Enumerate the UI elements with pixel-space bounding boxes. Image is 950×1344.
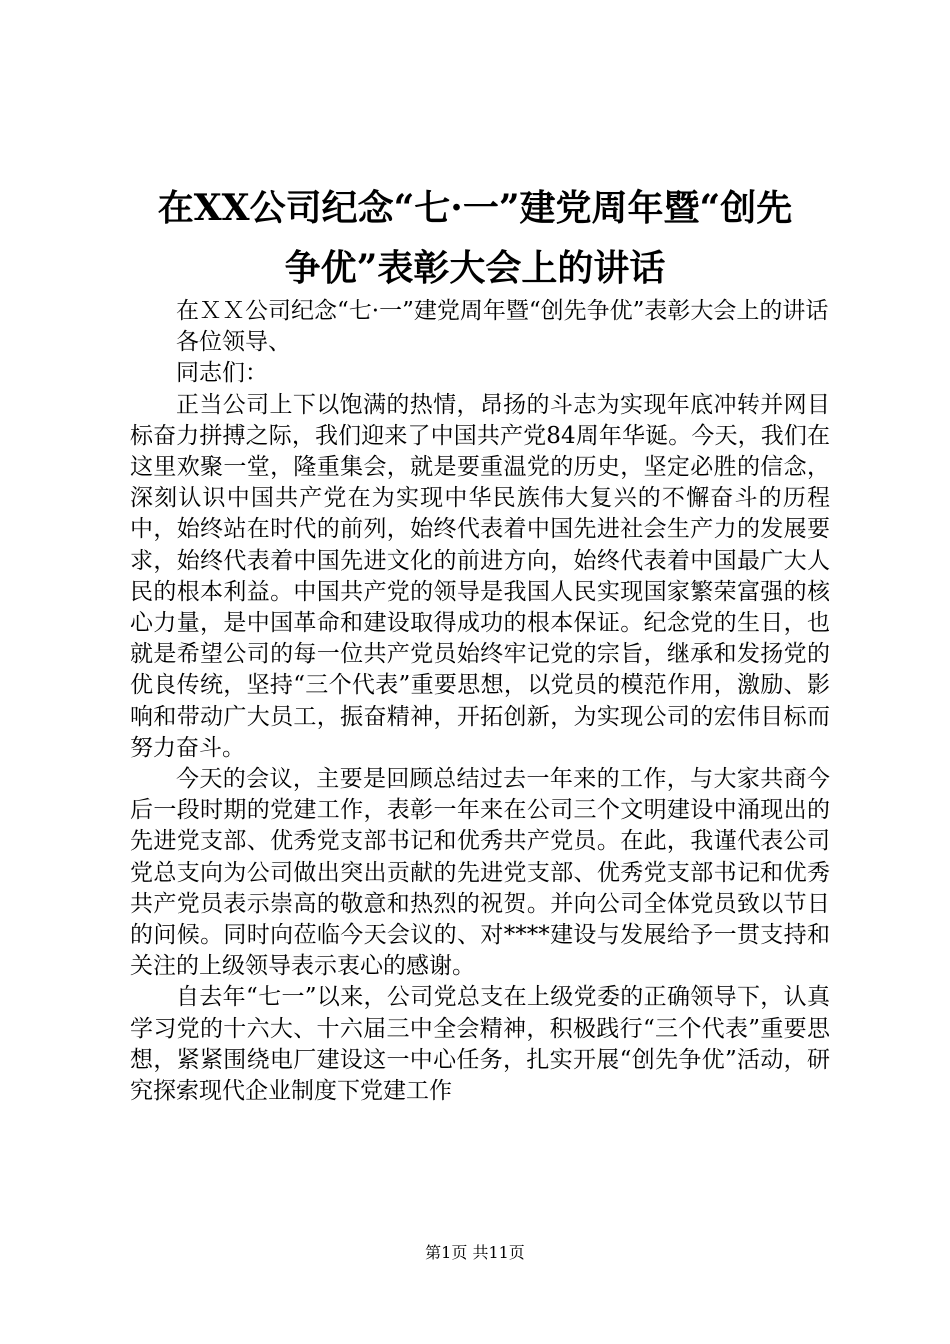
subtitle-paragraph: 在ＸＸ公司纪念“七·一”建党周年暨“创先争优”表彰大会上的讲话	[176, 298, 829, 324]
document-body	[130, 296, 830, 1107]
page-footer: 第1页 共11页	[425, 1243, 525, 1262]
document-title	[100, 178, 850, 298]
body-paragraph: 正当公司上下以饱满的热情，昂扬的斗志为实现年底冲转并网目标奋力拼搏之际，我们迎来了中国共产党84周年华诞。今天，我们在这里欢聚一堂，隆重集会，就是要重温党的历史，坚定必胜的信念，深刻认识中国共产党在为实现中华民族伟大复兴的不懈奋斗的历程中，始终站在时代的前列，始终代表着中国先进社会生产力的发展要求，始终代表着中国先进文化的前进方向，始终代表着中国最广大人民的根本利益。中国共产党的领导是我国人民实现国家繁荣富强的核心力量，是中国革命和建设取得成功的根本保证。纪念党的生日，也就是希望公司的每一位共产党员始终牢记党的宗旨，继承和发扬党的优良传统，坚持“三个代表”重要思想，以党员的模范作用，激励、影响和带动广大员工，振奋精神，开拓创新，为实现公司的宏伟目标而努力奋斗。	[130, 391, 830, 761]
salutation-comrades: 同志们：	[176, 360, 268, 387]
salutation-leaders: 各位领导、	[176, 329, 291, 356]
title-line-2: 争优”表彰大会上的讲话	[284, 247, 666, 289]
body-paragraph: 自去年“七一”以来，公司党总支在上级党委的正确领导下，认真学习党的十六大、十六届三中全会精神，积极践行“三个代表”重要思想，紧紧围绕电厂建设这一中心任务，扎实开展“创先争优”活动，研究探索现代企业制度下党建工作	[130, 984, 830, 1105]
title-line-1: 在XX公司纪念“七·一”建党周年暨“创先	[157, 187, 793, 229]
body-paragraph: 今天的会议，主要是回顾总结过去一年来的工作，与大家共商今后一段时期的党建工作，表彰一年来在公司三个文明建设中涌现出的先进党支部、优秀党支部书记和优秀共产党员。在此，我谨代表公司党总支向为公司做出突出贡献的先进党支部、优秀党支部书记和优秀共产党员表示崇高的敬意和热烈的祝贺。并向公司全体党员致以节日的问候。同时向莅临今天会议的、对****建设与发展给予一贯支持和关注的上级领导表示衷心的感谢。	[130, 766, 830, 980]
